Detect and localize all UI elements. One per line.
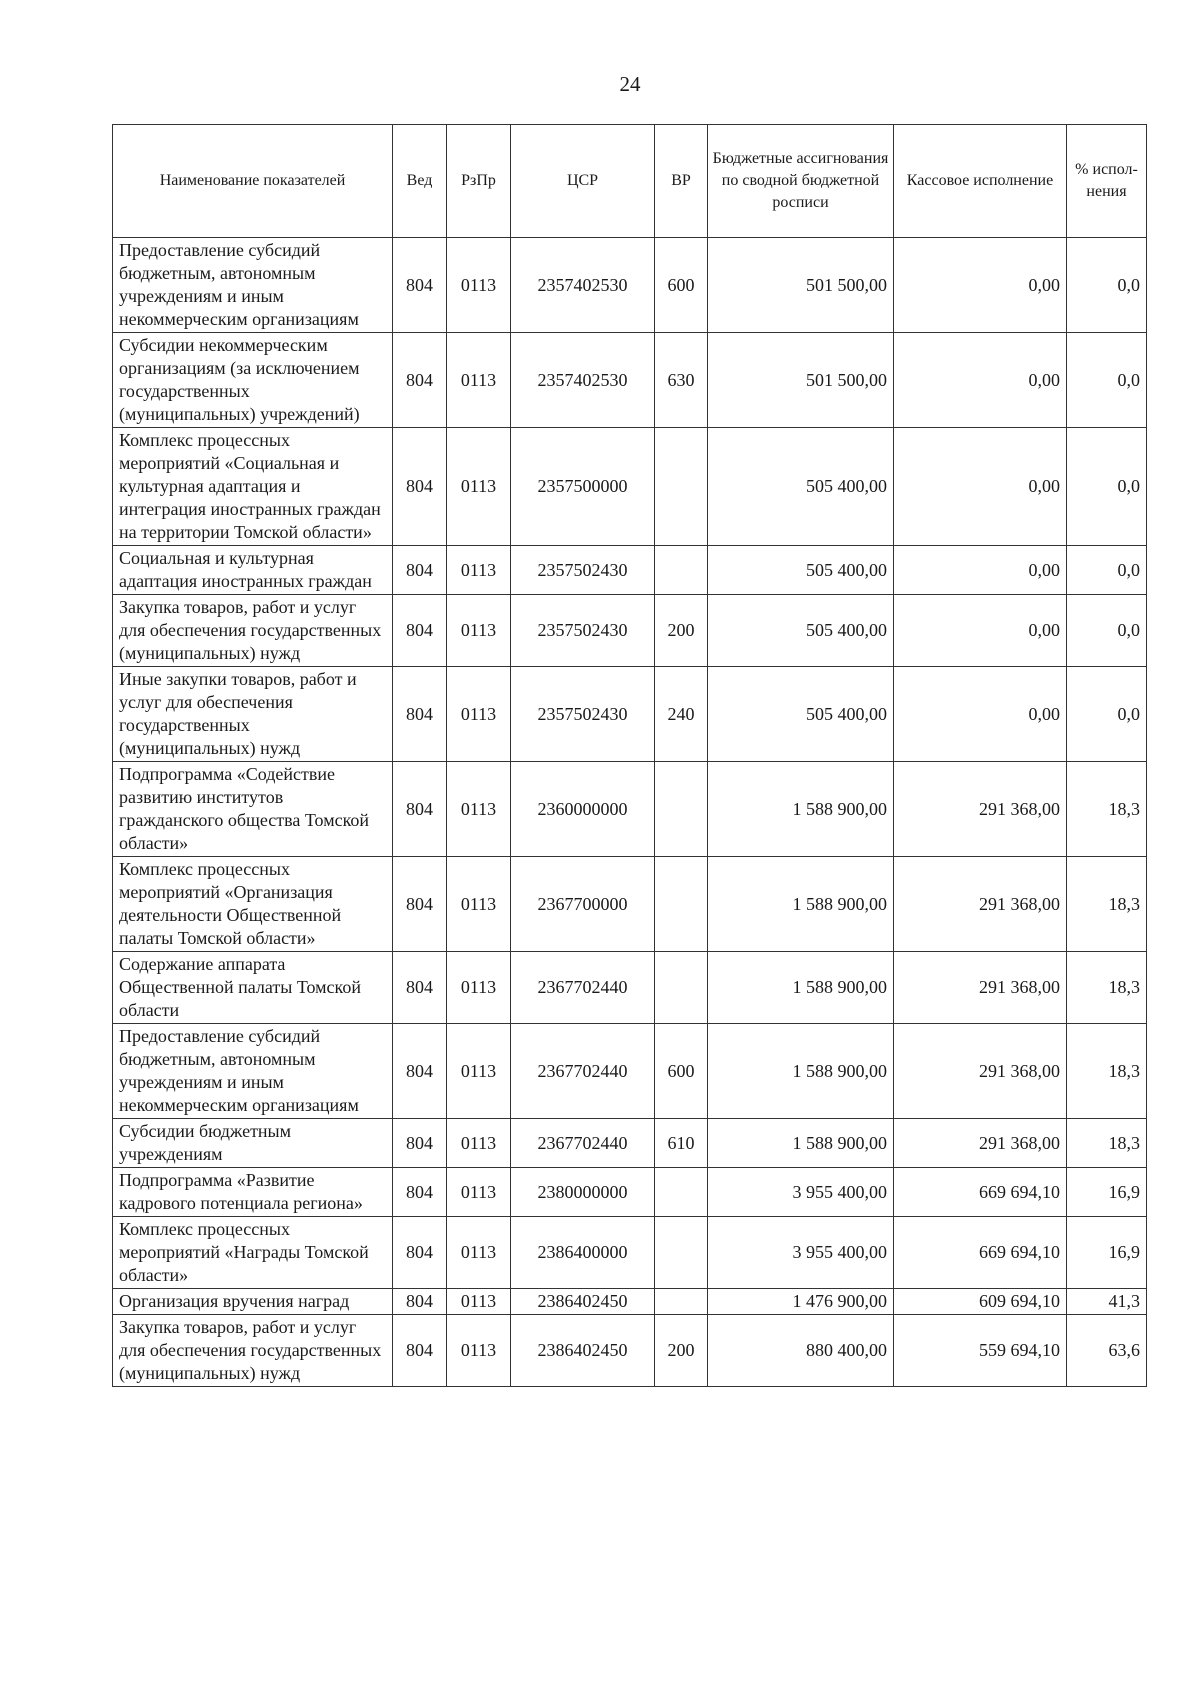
cell-budget: 1 588 900,00 [708,1024,894,1119]
table-row [113,546,1147,595]
cell-rzpr: 0113 [447,333,511,428]
cell-cash: 291 368,00 [894,1119,1067,1168]
header-vr: ВР [655,125,708,238]
cell-csr: 2357502430 [511,667,655,762]
cell-ved: 804 [393,1289,447,1315]
cell-budget: 1 588 900,00 [708,762,894,857]
cell-budget: 505 400,00 [708,428,894,546]
cell-percent: 0,0 [1067,333,1147,428]
cell-rzpr: 0113 [447,1217,511,1289]
table-row [113,595,1147,667]
table-row [113,1119,1147,1168]
cell-rzpr: 0113 [447,857,511,952]
cell-name: Комплекс процессных мероприятий «Награды Томской области» [113,1217,393,1289]
cell-vr [655,762,708,857]
cell-cash: 609 694,10 [894,1289,1067,1315]
cell-percent: 0,0 [1067,428,1147,546]
cell-percent: 41,3 [1067,1289,1147,1315]
cell-ved: 804 [393,1315,447,1387]
header-ved: Вед [393,125,447,238]
cell-rzpr: 0113 [447,1315,511,1387]
cell-csr: 2357500000 [511,428,655,546]
cell-budget: 505 400,00 [708,595,894,667]
cell-csr: 2357402530 [511,238,655,333]
cell-csr: 2367702440 [511,952,655,1024]
cell-name: Предоставление субсидий бюджетным, автономным учреждениям и иным некоммерческим организациям [113,238,393,333]
cell-csr: 2357502430 [511,595,655,667]
table-row [113,1217,1147,1289]
cell-percent: 0,0 [1067,546,1147,595]
cell-cash: 291 368,00 [894,952,1067,1024]
cell-vr: 240 [655,667,708,762]
cell-csr: 2357502430 [511,546,655,595]
cell-percent: 0,0 [1067,595,1147,667]
budget-execution-table [112,124,1147,1387]
cell-cash: 0,00 [894,546,1067,595]
cell-vr: 610 [655,1119,708,1168]
cell-budget: 1 588 900,00 [708,952,894,1024]
cell-ved: 804 [393,595,447,667]
cell-cash: 0,00 [894,667,1067,762]
cell-csr: 2367702440 [511,1024,655,1119]
table-header [113,125,1147,238]
cell-ved: 804 [393,952,447,1024]
table-row [113,428,1147,546]
cell-percent: 63,6 [1067,1315,1147,1387]
table-row [113,333,1147,428]
cell-ved: 804 [393,1119,447,1168]
cell-vr: 600 [655,1024,708,1119]
cell-cash: 291 368,00 [894,857,1067,952]
cell-percent: 18,3 [1067,952,1147,1024]
cell-cash: 0,00 [894,595,1067,667]
cell-cash: 669 694,10 [894,1217,1067,1289]
cell-ved: 804 [393,428,447,546]
header-name: Наименование показателей [113,125,393,238]
cell-ved: 804 [393,546,447,595]
cell-csr: 2357402530 [511,333,655,428]
cell-csr: 2386402450 [511,1315,655,1387]
table-row [113,952,1147,1024]
cell-ved: 804 [393,857,447,952]
cell-name: Подпрограмма «Содействие развитию институтов гражданского общества Томской области» [113,762,393,857]
cell-percent: 16,9 [1067,1217,1147,1289]
cell-budget: 3 955 400,00 [708,1217,894,1289]
table-row [113,1289,1147,1315]
header-budget: Бюджетные ассигнования по сводной бюджетной росписи [708,125,894,238]
cell-rzpr: 0113 [447,1119,511,1168]
cell-name: Субсидии бюджетным учреждениям [113,1119,393,1168]
cell-name: Комплекс процессных мероприятий «Социальная и культурная адаптация и интеграция иностранных граждан на территории Томской области» [113,428,393,546]
cell-rzpr: 0113 [447,428,511,546]
table-row [113,1315,1147,1387]
cell-ved: 804 [393,238,447,333]
cell-ved: 804 [393,762,447,857]
cell-cash: 0,00 [894,428,1067,546]
cell-vr [655,952,708,1024]
cell-vr [655,1217,708,1289]
cell-name: Закупка товаров, работ и услуг для обеспечения государственных (муниципальных) нужд [113,595,393,667]
cell-cash: 291 368,00 [894,1024,1067,1119]
cell-ved: 804 [393,1168,447,1217]
cell-percent: 18,3 [1067,1119,1147,1168]
header-row [113,125,1147,238]
cell-percent: 18,3 [1067,762,1147,857]
cell-percent: 0,0 [1067,667,1147,762]
table-row [113,238,1147,333]
header-percent: % испол-нения [1067,125,1147,238]
cell-vr: 200 [655,1315,708,1387]
cell-rzpr: 0113 [447,546,511,595]
cell-vr: 200 [655,595,708,667]
cell-csr: 2367702440 [511,1119,655,1168]
cell-vr [655,1289,708,1315]
cell-name: Иные закупки товаров, работ и услуг для обеспечения государственных (муниципальных) нужд [113,667,393,762]
header-rzpr: РзПр [447,125,511,238]
cell-rzpr: 0113 [447,1024,511,1119]
header-csr: ЦСР [511,125,655,238]
cell-rzpr: 0113 [447,1168,511,1217]
cell-budget: 501 500,00 [708,333,894,428]
cell-budget: 505 400,00 [708,667,894,762]
cell-vr: 630 [655,333,708,428]
cell-csr: 2367700000 [511,857,655,952]
table-body [113,238,1147,1387]
cell-name: Комплекс процессных мероприятий «Организация деятельности Общественной палаты Томской области» [113,857,393,952]
cell-budget: 1 588 900,00 [708,1119,894,1168]
cell-cash: 669 694,10 [894,1168,1067,1217]
cell-name: Содержание аппарата Общественной палаты Томской области [113,952,393,1024]
cell-cash: 291 368,00 [894,762,1067,857]
cell-percent: 18,3 [1067,1024,1147,1119]
cell-budget: 1 588 900,00 [708,857,894,952]
cell-vr [655,1168,708,1217]
cell-cash: 559 694,10 [894,1315,1067,1387]
cell-budget: 1 476 900,00 [708,1289,894,1315]
cell-percent: 0,0 [1067,238,1147,333]
cell-name: Подпрограмма «Развитие кадрового потенциала региона» [113,1168,393,1217]
cell-rzpr: 0113 [447,762,511,857]
cell-name: Субсидии некоммерческим организациям (за исключением государственных (муниципальных) учреждений) [113,333,393,428]
cell-ved: 804 [393,667,447,762]
table-row [113,1024,1147,1119]
cell-vr: 600 [655,238,708,333]
table-row [113,762,1147,857]
cell-ved: 804 [393,1024,447,1119]
cell-ved: 804 [393,333,447,428]
cell-name: Закупка товаров, работ и услуг для обеспечения государственных (муниципальных) нужд [113,1315,393,1387]
cell-name: Социальная и культурная адаптация иностранных граждан [113,546,393,595]
cell-rzpr: 0113 [447,1289,511,1315]
cell-csr: 2386400000 [511,1217,655,1289]
table-row [113,1168,1147,1217]
cell-cash: 0,00 [894,238,1067,333]
cell-rzpr: 0113 [447,667,511,762]
cell-csr: 2386402450 [511,1289,655,1315]
page-number: 24 [619,72,641,96]
table-row [113,667,1147,762]
cell-csr: 2360000000 [511,762,655,857]
cell-name: Предоставление субсидий бюджетным, автономным учреждениям и иным некоммерческим организациям [113,1024,393,1119]
cell-percent: 16,9 [1067,1168,1147,1217]
header-cash: Кассовое исполнение [894,125,1067,238]
cell-cash: 0,00 [894,333,1067,428]
cell-vr [655,546,708,595]
cell-rzpr: 0113 [447,238,511,333]
cell-rzpr: 0113 [447,952,511,1024]
cell-percent: 18,3 [1067,857,1147,952]
cell-vr [655,428,708,546]
cell-budget: 3 955 400,00 [708,1168,894,1217]
cell-csr: 2380000000 [511,1168,655,1217]
cell-rzpr: 0113 [447,595,511,667]
table-row [113,857,1147,952]
cell-budget: 501 500,00 [708,238,894,333]
cell-vr [655,857,708,952]
cell-name: Организация вручения наград [113,1289,393,1315]
cell-budget: 880 400,00 [708,1315,894,1387]
cell-budget: 505 400,00 [708,546,894,595]
cell-ved: 804 [393,1217,447,1289]
